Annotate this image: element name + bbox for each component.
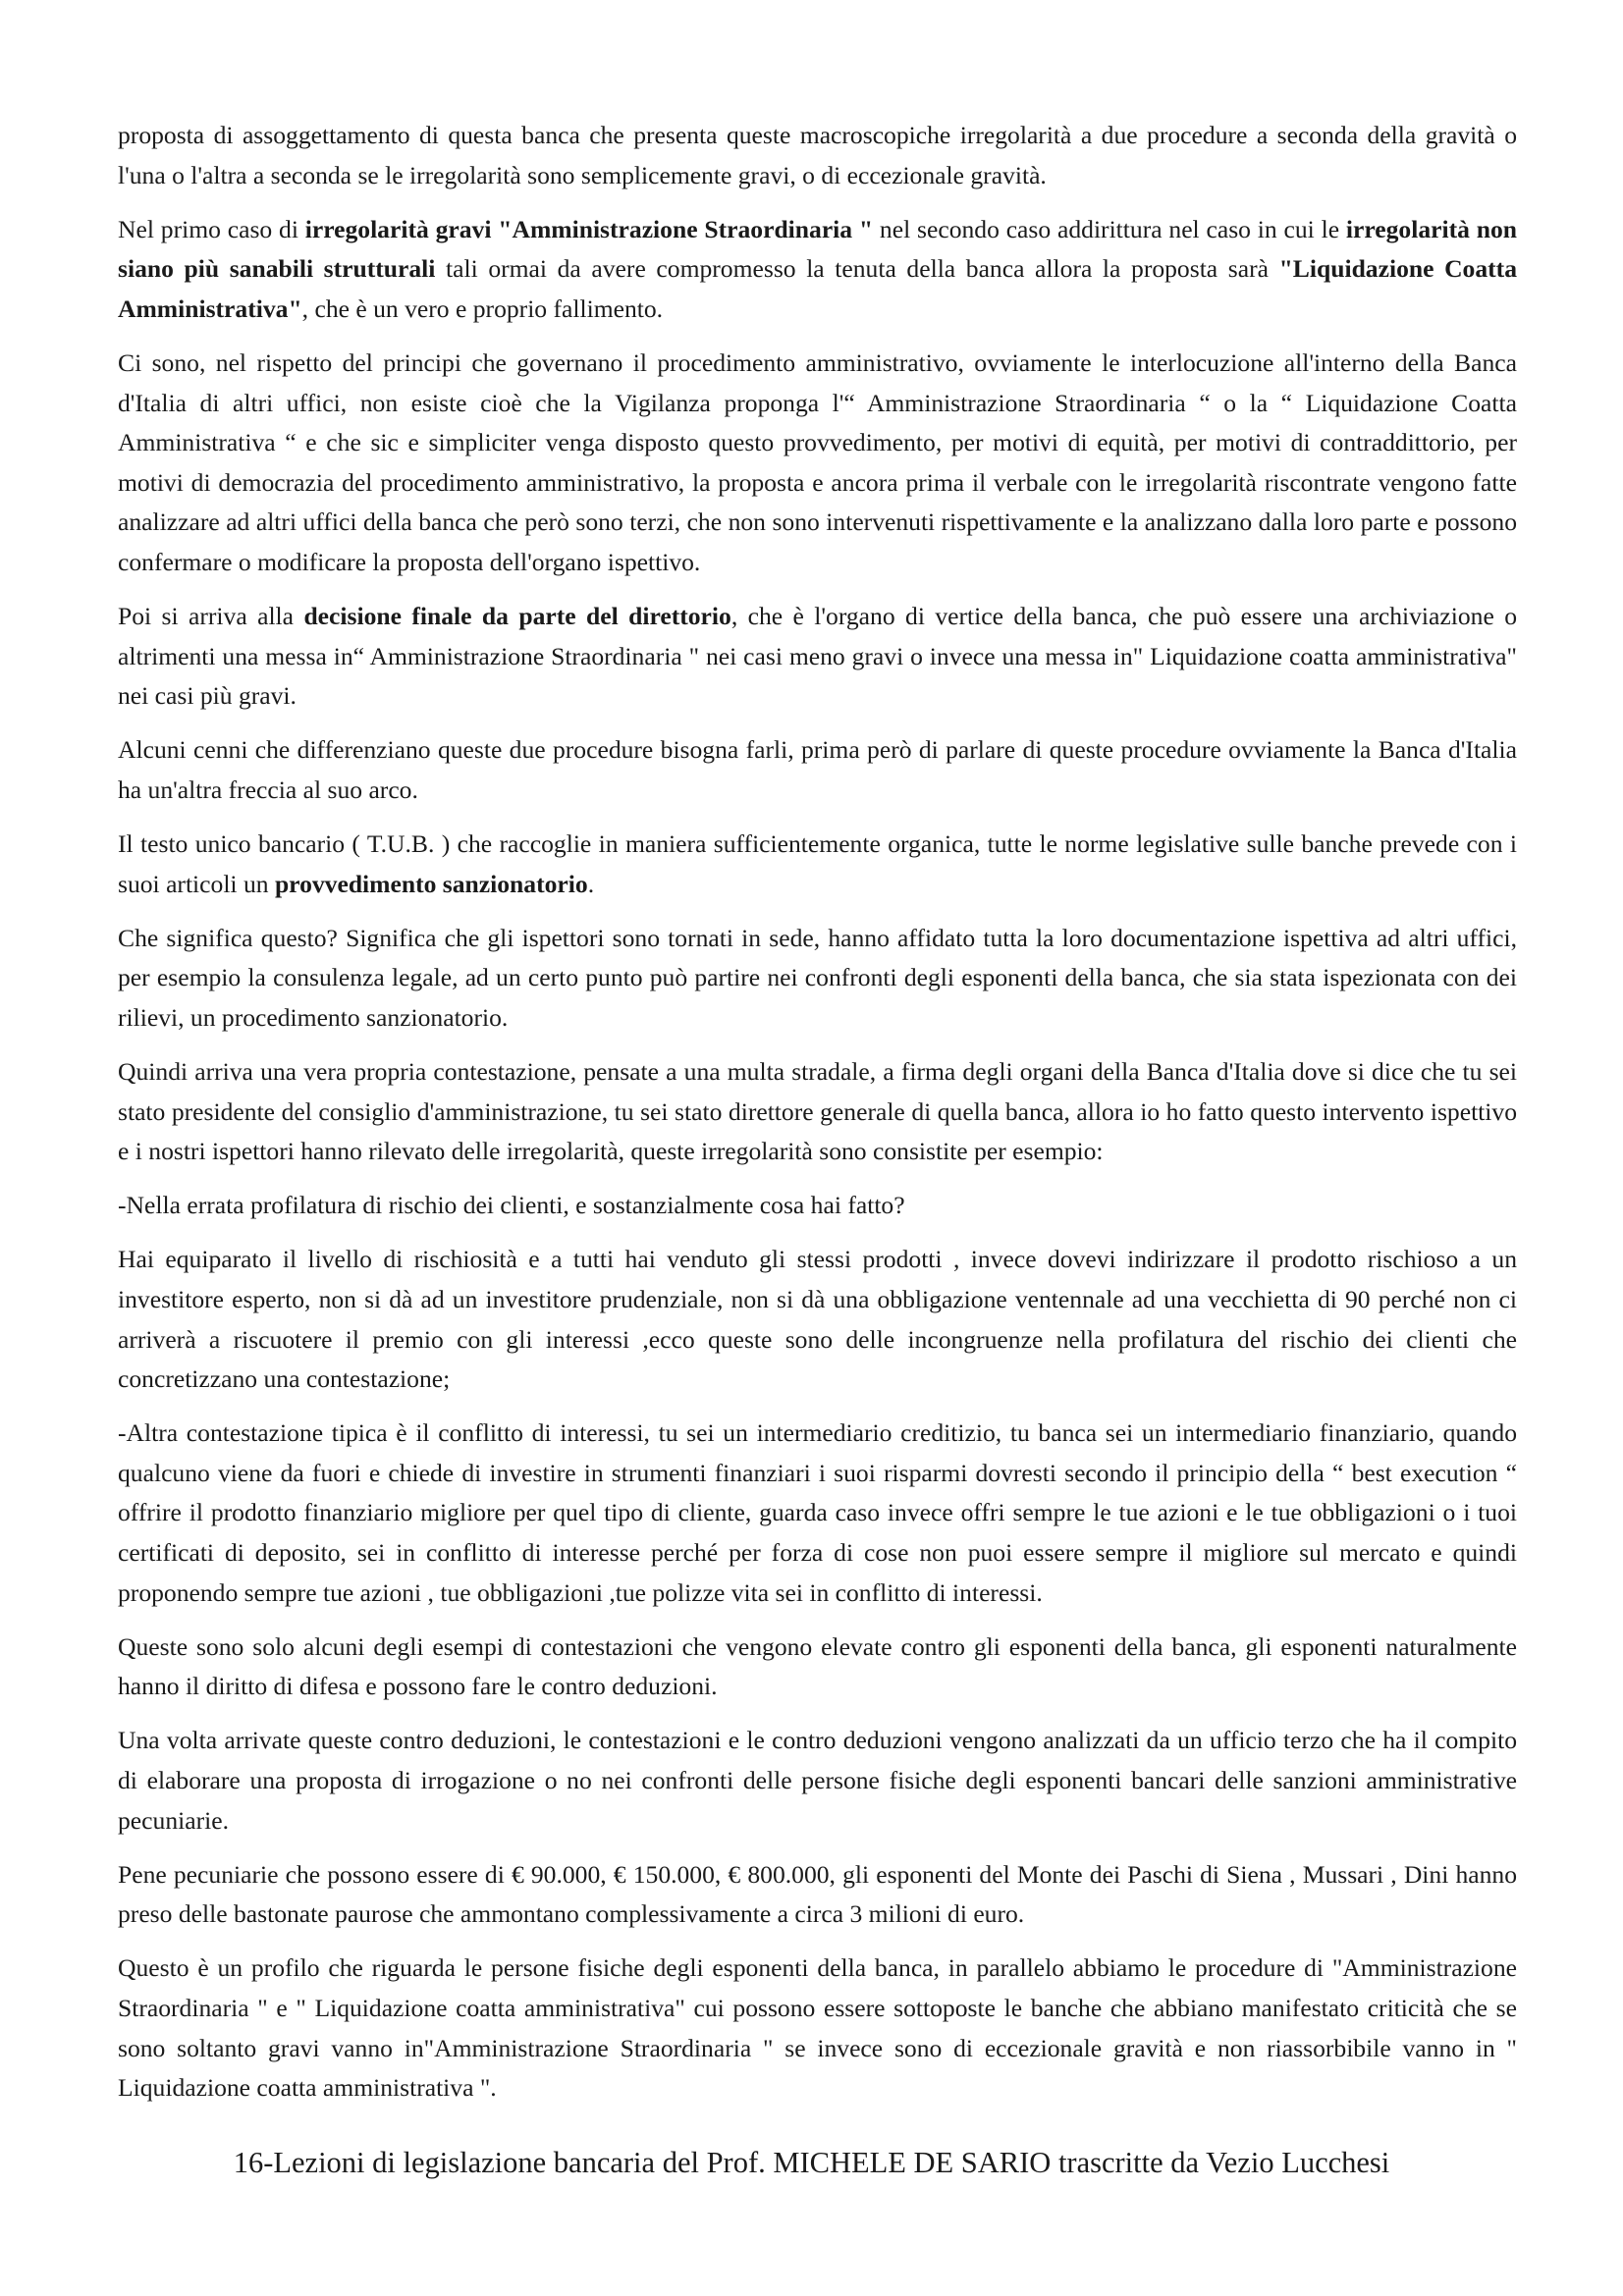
paragraph-11: -Altra contestazione tipica è il conflitto di interessi, tu sei un intermediario creditizio, tu banca sei un intermediario finanziario, quando qualcuno viene da fuori e chiede di investire in strumenti finanziari i suoi risparmi dovresti secondo il principio della “ best execution “ offrire il prodotto finanziario migliore per quel tipo di cliente, guarda caso invece offri sempre le tue azioni e le tue obbligazioni o i tuoi certificati di deposito, sei in conflitto di interesse perché per forza di cose non puoi essere sempre il migliore sul mercato e quindi proponendo sempre tue azioni , tue obbligazioni ,tue polizze vita sei in conflitto di interessi. <box>118 1418 1517 1607</box>
paragraph-4: Poi si arriva alla decisione finale da parte del direttorio, che è l'organo di vertice della banca, che può essere una archiviazione o altrimenti una messa in“ Amministrazione Straordinaria " nei casi meno gravi o invece una messa in" Liquidazione coatta amministrativa" nei casi più gravi. <box>118 602 1517 711</box>
paragraph-1: proposta di assoggettamento di questa banca che presenta queste macroscopiche irregolarità a due procedure a seconda della gravità o l'una o l'altra a seconda se le irregolarità sono semplicemente gravi, o di eccezionale gravità. <box>118 121 1517 189</box>
paragraph-3: Ci sono, nel rispetto del principi che governano il procedimento amministrativo, ovviamente le interlocuzione all'interno della Banca d'Italia di altri uffici, non esiste cioè che la Vigilanza proponga l'“ Amministrazione Straordinaria “ o la “ Liquidazione Coatta Amministrativa “ e che sic e simpliciter venga disposto questo provvedimento, per motivi di equità, per motivi di contraddittorio, per motivi di democrazia del procedimento amministrativo, la proposta e ancora prima il verbale con le irregolarità riscontrate vengono fatte analizzare ad altri uffici della banca che però sono terzi, che non sono intervenuti rispettivamente e la analizzano dalla loro parte e possono confermare o modificare la proposta dell'organo ispettivo. <box>118 347 1517 576</box>
paragraph-14: Pene pecuniarie che possono essere di € 90.000, € 150.000, € 800.000, gli esponenti del Monte dei Paschi di Siena , Mussari , Dini hanno preso delle bastonate paurose che ammontano complessivamente a circa 3 milioni di euro. <box>118 1859 1517 1929</box>
paragraph-7: Che significa questo? Significa che gli ispettori sono tornati in sede, hanno affidato tutta la loro documentazione ispettiva ad altri uffici, per esempio la consulenza legale, ad un certo punto può partire nei confronti degli esponenti della banca, che sia stata ispezionata con dei rilievi, un procedimento sanzionatorio. <box>118 923 1517 1032</box>
paragraph-9: -Nella errata profilatura di rischio dei clienti, e sostanzialmente cosa hai fatto? <box>118 1191 905 1220</box>
paragraph-2: Nel primo caso di irregolarità gravi "Amministrazione Straordinaria " nel secondo caso addirittura nel caso in cui le irregolarità non siano più sanabili strutturali tali ormai da avere compromesso la tenuta della banca allora la proposta sarà "Liquidazione Coatta Amministrativa", che è un vero e proprio fallimento. <box>118 214 1517 323</box>
paragraph-5: Alcuni cenni che differenziano queste due procedure bisogna farli, prima però di parlare di queste procedure ovviamente la Banca d'Italia ha un'altra freccia al suo arco. <box>118 735 1517 804</box>
page-footer: 16-Lezioni di legislazione bancaria del Prof. MICHELE DE SARIO trascritte da Vezio Lucchesi <box>233 2146 1390 2179</box>
paragraph-15: Questo è un profilo che riguarda le persone fisiche degli esponenti della banca, in parallelo abbiamo le procedure di "Amministrazione Straordinaria " e " Liquidazione coatta amministrativa" cui possono essere sottoposte le banche che abbiano manifestato criticità che se sono soltanto gravi vanno in"Amministrazione Straordinaria " se invece sono di eccezionale gravità e non riassorbibile vanno in " Liquidazione coatta amministrativa ". <box>118 1953 1517 2103</box>
paragraph-8: Quindi arriva una vera propria contestazione, pensate a una multa stradale, a firma degli organi della Banca d'Italia dove si dice che tu sei stato presidente del consiglio d'amministrazione, tu sei stato direttore generale di quella banca, allora io ho fatto questo intervento ispettivo e i nostri ispettori hanno rilevato delle irregolarità, queste irregolarità sono consistite per esempio: <box>118 1056 1517 1166</box>
paragraph-6: Il testo unico bancario ( T.U.B. ) che raccoglie in maniera sufficientemente organica, tutte le norme legislative sulle banche prevede con i suoi articoli un provvedimento sanzionatorio. <box>118 829 1517 898</box>
paragraph-12: Queste sono solo alcuni degli esempi di contestazioni che vengono elevate contro gli esponenti della banca, gli esponenti naturalmente hanno il diritto di difesa e possono fare le contro deduzioni. <box>118 1631 1517 1701</box>
bold-liquidazione-coatta: "Liquidazione Coatta Amministrativa" <box>118 254 1517 323</box>
bold-provvedimento-sanzionatorio: provvedimento sanzionatorio <box>274 869 588 898</box>
bold-irregolarita-non-sanabili: irregolarità non siano più sanabili strutturali <box>118 214 1517 284</box>
document-body <box>118 116 1517 2122</box>
paragraph-13: Una volta arrivate queste contro deduzioni, le contestazioni e le contro deduzioni vengono analizzati da un ufficio terzo che ha il compito di elaborare una proposta di irrogazione o no nei confronti delle persone fisiche degli esponenti bancari delle sanzioni amministrative pecuniarie. <box>118 1726 1517 1835</box>
bold-amministrazione-straordinaria: irregolarità gravi "Amministrazione Straordinaria " <box>304 214 874 243</box>
paragraph-10: Hai equiparato il livello di rischiosità e a tutti hai venduto gli stessi prodotti , invece dovevi indirizzare il prodotto rischioso a un investitore esperto, non si dà ad un investitore prudenziale, non si dà una obbligazione ventennale ad una vecchietta di 90 perché non ci arriverà a riscuotere il premio con gli interessi ,ecco queste sono delle incongruenze nella profilatura del rischio dei clienti che concretizzano una contestazione; <box>118 1245 1517 1394</box>
bold-decisione-finale: decisione finale da parte del direttorio <box>303 602 731 631</box>
